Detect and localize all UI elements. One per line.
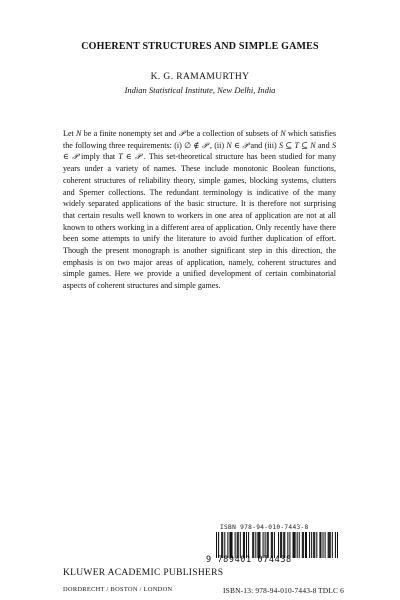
abstract-run: and bbox=[315, 140, 332, 150]
math-symbol: N bbox=[280, 129, 286, 138]
abstract-run: ⊆ bbox=[298, 140, 311, 150]
tdlc-code: TDLC 6 bbox=[318, 586, 345, 595]
math-symbol: 𝒫 bbox=[201, 140, 208, 150]
publisher-cities: DORDRECHT / BOSTON / LONDON bbox=[63, 586, 173, 593]
abstract-run: ⊆ bbox=[282, 140, 295, 150]
abstract-run: Let bbox=[63, 129, 77, 138]
barcode-isbn: ISBN 978-94-010-7443-8 bbox=[220, 524, 309, 531]
math-symbol: N bbox=[310, 140, 316, 150]
abstract-run: . This set-theoretical structure has been studied for many years under a variety of names. These include monotonic Boolean functions, coherent structures of reliability theory, simple games, blocking systems, clutters and Sperner collections. The redundant terminology is indicative of the many widely separated applications of the basic structure. It is therefore not surprising that certain results well known to workers in one area of application are not at all known to others working in a different area of application. Only recently have there been some attempts to unify the literature to avoid further duplication of effort. Though the present monograph is another significant step in this direction, the emphasis is on two major areas of application, namely, coherent structures and simple games. Here we provide a unified development of certain combinatorial aspects of coherent structures and simple games. bbox=[63, 152, 337, 291]
abstract-run: be a finite nonempty set and bbox=[81, 129, 179, 138]
isbn-13: ISBN-13: 978-94-010-7443-8 bbox=[223, 586, 317, 595]
author-affiliation: Indian Statistical Institute, New Delhi, India bbox=[124, 85, 276, 95]
math-symbol: S bbox=[331, 140, 336, 150]
author-name: K. G. RAMAMURTHY bbox=[150, 72, 250, 82]
math-symbol: 𝒫 bbox=[72, 152, 78, 162]
barcode-number: 9 789401 074438 bbox=[206, 555, 292, 565]
publisher-name: KLUWER ACADEMIC PUBLISHERS bbox=[63, 568, 224, 578]
abstract-run: and (iii) bbox=[248, 140, 279, 150]
math-symbol: T bbox=[118, 152, 123, 162]
math-symbol: S bbox=[278, 140, 283, 150]
math-symbol: 𝒫 bbox=[242, 140, 249, 150]
abstract-run: , (ii) bbox=[207, 140, 227, 150]
abstract-run: ∈ bbox=[122, 152, 135, 162]
math-symbol: N bbox=[76, 129, 82, 138]
abstract-run: imply that bbox=[77, 152, 119, 162]
math-symbol: 𝒫 bbox=[178, 129, 185, 138]
math-symbol: 𝒫 bbox=[134, 152, 141, 162]
abstract-run: ∈ bbox=[63, 152, 73, 162]
math-symbol: T bbox=[294, 140, 299, 150]
abstract-text bbox=[63, 128, 336, 292]
abstract-run: ∈ bbox=[231, 140, 243, 150]
abstract-run: which satisfies the following three requirements: (i) ∅ ∉ bbox=[63, 129, 337, 150]
abstract-run: be a collection of subsets of bbox=[184, 129, 281, 138]
math-symbol: N bbox=[226, 140, 232, 150]
book-title: COHERENT STRUCTURES AND SIMPLE GAMES bbox=[81, 41, 319, 52]
